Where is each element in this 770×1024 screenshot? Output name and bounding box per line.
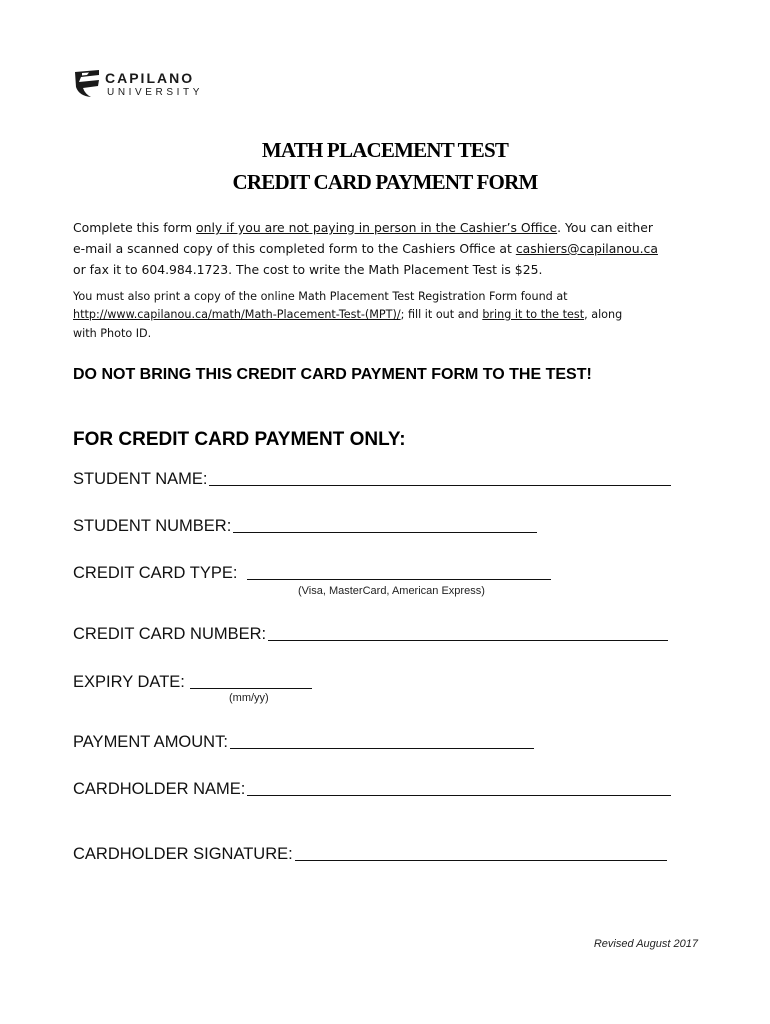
expiry-date-label: EXPIRY DATE:	[73, 673, 185, 691]
form-title-line2: CREDIT CARD PAYMENT FORM	[232, 170, 538, 194]
expiry-date-hint: (mm/yy)	[229, 692, 269, 704]
instruction-text: , along	[584, 308, 623, 321]
intro-text: e-mail a scanned copy of this completed form to the Cashiers Office at	[73, 241, 516, 256]
warning-text: DO NOT BRING THIS CREDIT CARD PAYMENT FORM TO THE TEST!	[73, 366, 592, 383]
instruction-line-1: You must also print a copy of the online Math Placement Test Registration Form found at	[73, 290, 568, 303]
intro-text: Complete this form	[73, 220, 197, 235]
revision-note: Revised August 2017	[593, 938, 698, 950]
instruction-line-3: with Photo ID.	[73, 327, 152, 340]
logo-name-top: CAPILANO	[105, 70, 195, 86]
registration-form-link[interactable]: http://www.capilanou.ca/math/Math-Placement-Test-(MPT)/	[73, 308, 401, 321]
student-number-field	[73, 517, 537, 536]
card-type-input[interactable]	[247, 578, 551, 580]
cardholder-name-label: CARDHOLDER NAME:	[73, 780, 246, 798]
form-title-line1: MATH PLACEMENT TEST	[261, 138, 509, 162]
student-number-label: STUDENT NUMBER:	[73, 517, 232, 535]
payment-amount-input[interactable]	[230, 747, 534, 749]
cardholder-name-input[interactable]	[247, 794, 671, 796]
capilano-shield-icon	[73, 69, 101, 99]
cardholder-signature-input[interactable]	[295, 859, 667, 861]
cardholder-name-field	[73, 780, 671, 799]
card-number-input[interactable]	[268, 639, 668, 641]
card-type-label: CREDIT CARD TYPE:	[73, 564, 238, 582]
cardholder-signature-label: CARDHOLDER SIGNATURE:	[73, 845, 293, 863]
logo-name-bottom: UNIVERSITY	[107, 87, 204, 98]
student-name-label: STUDENT NAME:	[73, 470, 208, 488]
university-logo	[73, 69, 213, 101]
card-number-field	[73, 625, 668, 644]
cardholder-signature-field	[73, 845, 667, 864]
instruction-text: ; fill it out and	[400, 308, 483, 321]
payment-amount-field	[73, 733, 534, 752]
intro-line-1	[73, 220, 653, 235]
instruction-line-2	[73, 308, 622, 321]
card-number-label: CREDIT CARD NUMBER:	[73, 625, 267, 643]
cashier-email-link[interactable]: cashiers@capilanou.ca	[515, 241, 658, 256]
student-number-input[interactable]	[233, 531, 537, 533]
instruction-emphasis: bring it to the test	[482, 308, 585, 321]
intro-line-3: or fax it to 604.984.1723. The cost to write the Math Placement Test is $25.	[73, 262, 543, 277]
student-name-input[interactable]	[209, 484, 671, 486]
intro-emphasis: only if you are not paying in person in the Cashier’s Office	[196, 220, 558, 235]
intro-text: . You can either	[557, 220, 653, 235]
section-title: FOR CREDIT CARD PAYMENT ONLY:	[73, 429, 406, 450]
expiry-date-input[interactable]	[190, 687, 312, 689]
expiry-date-field	[73, 673, 312, 692]
card-type-field	[73, 564, 551, 583]
card-type-hint: (Visa, MasterCard, American Express)	[298, 585, 485, 597]
payment-amount-label: PAYMENT AMOUNT:	[73, 733, 228, 751]
intro-line-2	[73, 241, 658, 256]
student-name-field	[73, 470, 671, 489]
